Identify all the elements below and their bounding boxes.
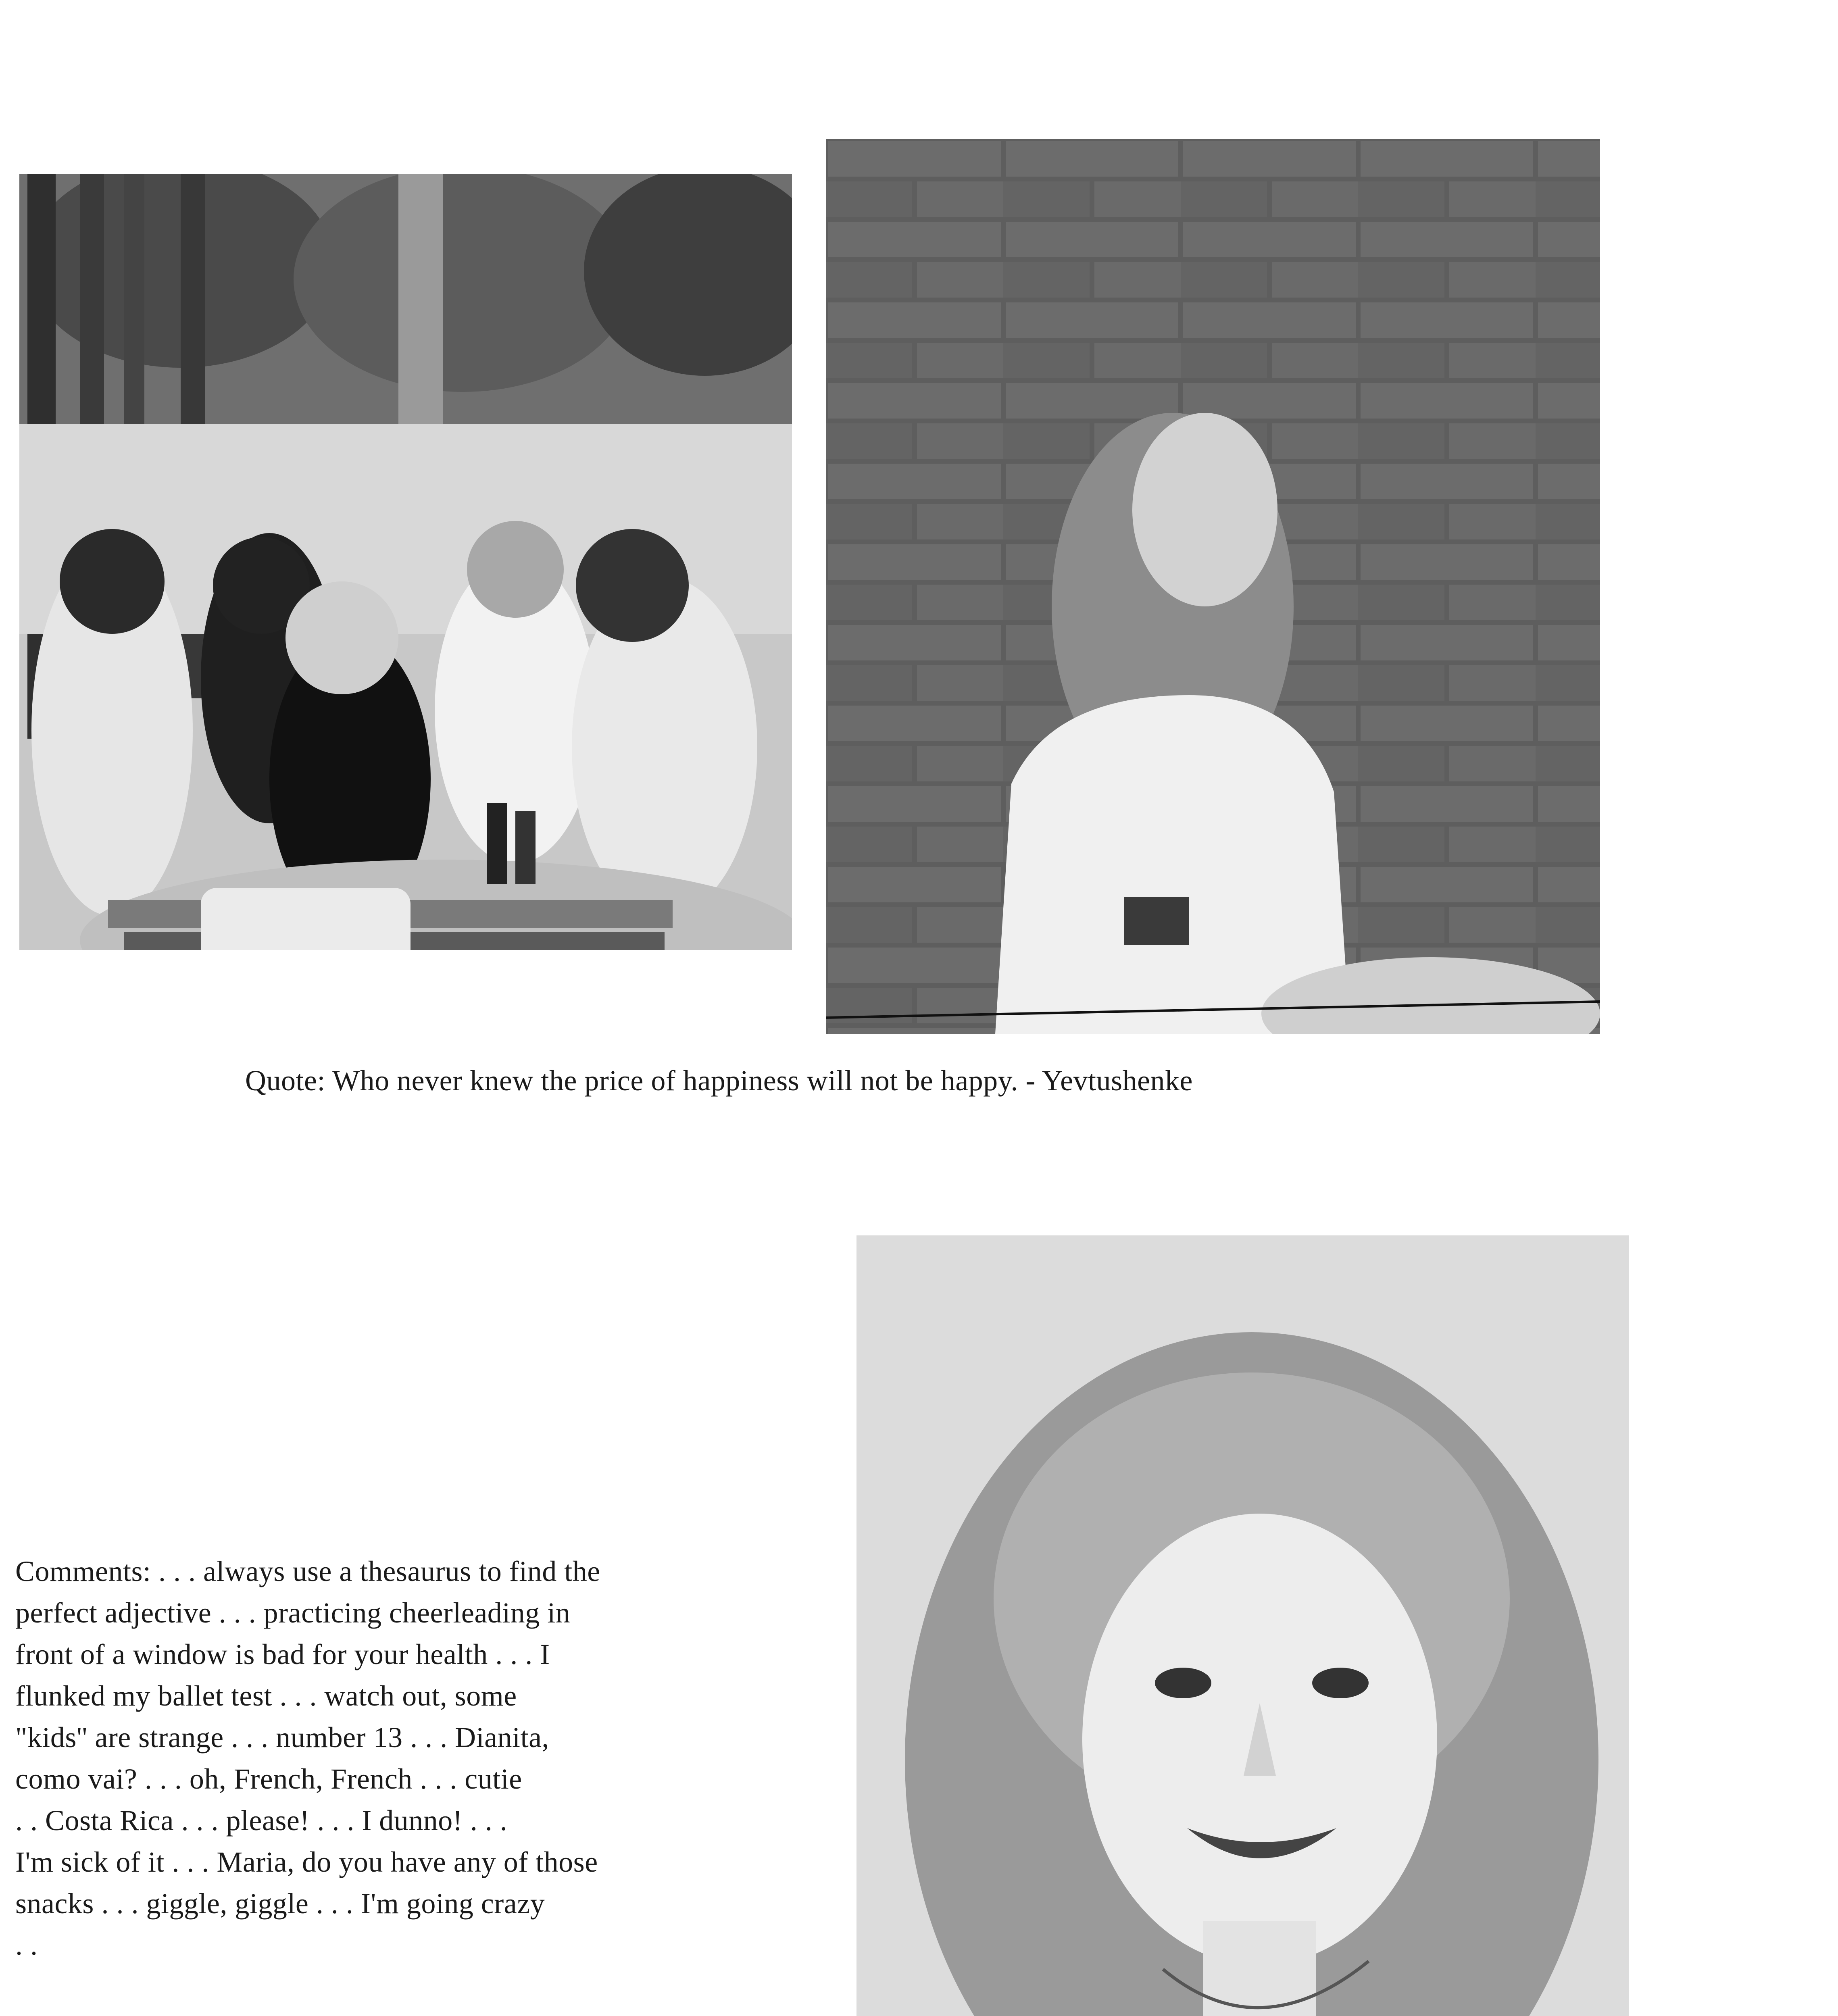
comments-line: . . Costa Rica . . . please! . . . I dunno! . . . [15,1804,508,1837]
comments-line: flunked my ballet test . . . watch out, some [15,1680,517,1712]
quote-text: Quote: Who never knew the price of happiness will not be happy. - Yevtushenke [245,1064,1193,1097]
comments-line: "kids'' are strange . . . number 13 . . . Dianita, [15,1721,550,1754]
comments-line: snacks . . . giggle, giggle . . . I'm going crazy [15,1887,545,1920]
comments-line: . . [15,1929,38,1961]
brick-wall-photo [826,139,1600,1034]
comments-line: I'm sick of it . . . Maria, do you have any of those [15,1846,598,1878]
senior-portrait-photo [856,1235,1629,2016]
comments-line: Comments: . . . always use a thesaurus to find the [15,1555,600,1587]
comments-line: como vai? . . . oh, French, French . . . cutie [15,1763,522,1795]
group-table-photo [19,174,792,950]
comments-line: front of a window is bad for your health . . . I [15,1638,550,1670]
brick-wall-photo-image [826,139,1600,1034]
senior-portrait-photo-image [856,1235,1629,2016]
comments-block [15,1551,781,1966]
comments-line: perfect adjective . . . practicing cheerleading in [15,1597,571,1629]
group-table-photo-image [19,174,792,950]
